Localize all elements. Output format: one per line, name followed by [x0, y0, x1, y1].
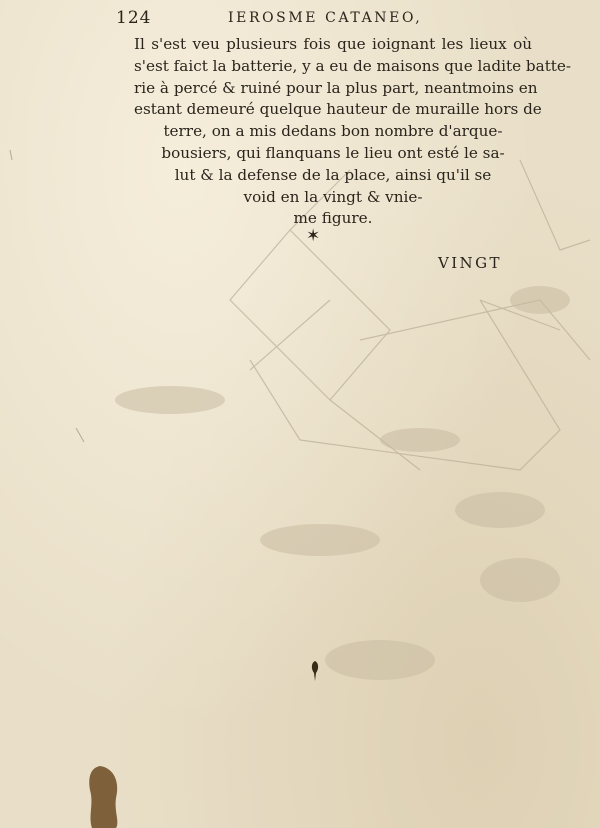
text-line-8: void en la vingt & vnie- — [243, 187, 423, 206]
text-line-5: terre, on a mis dedans bon nombre d'arque- — [163, 122, 503, 141]
text-line-9: me figure. — [293, 209, 373, 228]
catchword: VINGT — [438, 254, 502, 272]
body-paragraph — [112, 34, 572, 230]
text-line-2: s'est faict la batterie, y a eu de maisons que ladite batte- — [134, 56, 572, 75]
corner-stain — [86, 764, 126, 828]
text-line-7: lut & la defense de la place, ainsi qu'il se — [174, 165, 492, 184]
fleuron-ornament: ✶ — [306, 226, 321, 246]
ink-blot — [311, 661, 319, 681]
text-line-6: bousiers, qui flanquans le lieu ont esté le sa- — [161, 143, 505, 162]
text-line-3: rie à percé & ruiné pour la plus part, neantmoins en — [134, 78, 538, 97]
page-header — [0, 4, 600, 28]
text-line-1: Il s'est veu plusieurs fois que ioignant les lieux où — [134, 35, 532, 53]
running-head: IEROSME CATANEO, — [228, 10, 423, 26]
text-line-4: estant demeuré quelque hauteur de muraille hors de — [134, 100, 542, 119]
page-number: 124 — [116, 8, 152, 28]
